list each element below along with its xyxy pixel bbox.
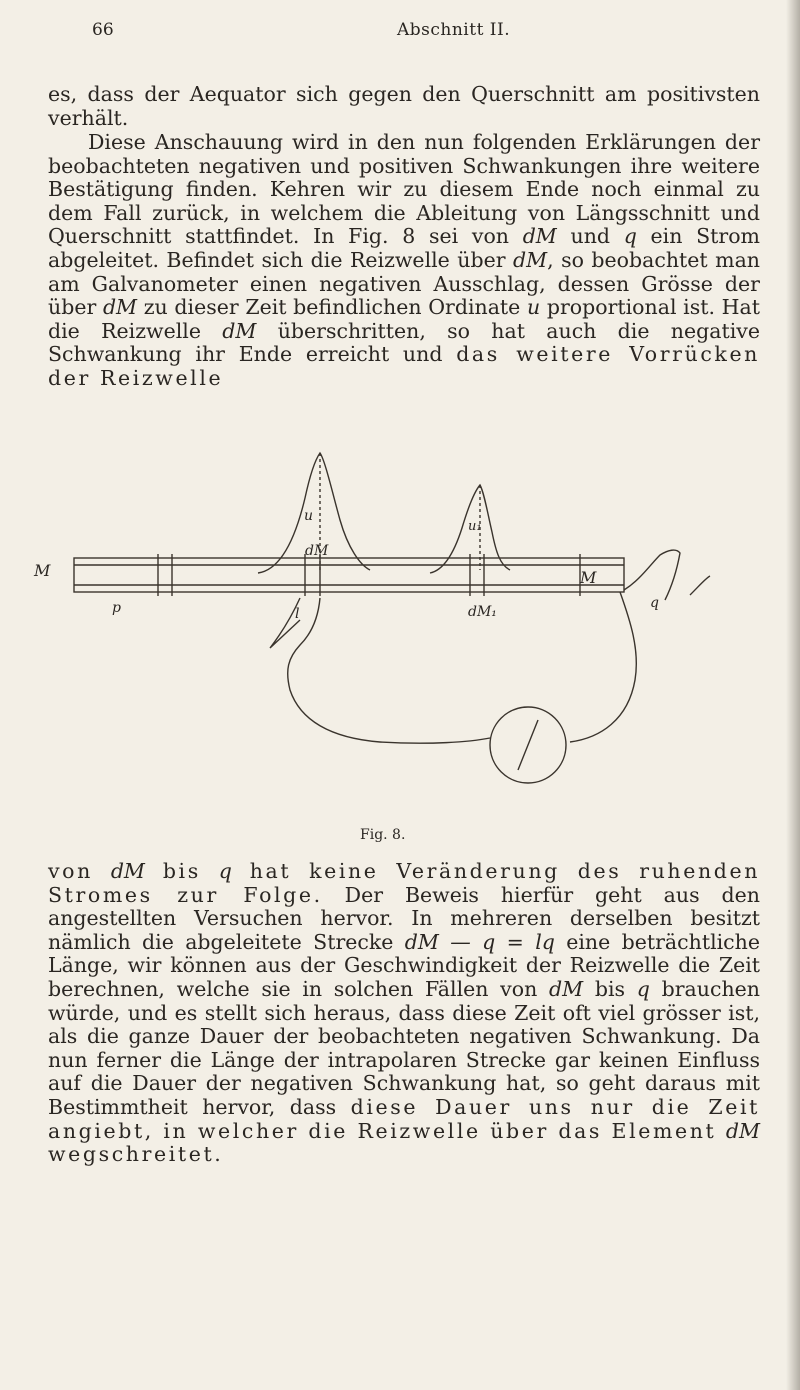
lead-wire-right <box>570 592 636 742</box>
p2-text-g: überschritten, so hat auch die negative Schwankung ihr Ende erreicht und <box>48 318 760 367</box>
p3-text-b: eine beträchtliche Länge, wir können aus der Geschwindigkeit der Reizwelle die Zeit berechnen, welche sie in solchen Fällen von <box>48 929 761 1001</box>
p2-text-e: zu dieser Zeit befindlichen Ordinate <box>137 295 527 320</box>
p2-text-a: Diese Anschauung wird in den nun folgenden Erklärungen der beobachteten negativen und positiven Schwankungen ihre weitere Bestätigung finden. Kehren wir zu diesem Ende noch einmal zu dem Fall zurück, in welchem die Ableitung von Längsschnitt und Querschnitt stattfindet. In Fig. 8 sei von <box>48 130 760 249</box>
label-u1-right: u₁ <box>468 519 482 534</box>
label-p: p <box>112 600 121 616</box>
label-u-left: u <box>304 508 314 524</box>
formula-dM-q-lq: dM — q = lq <box>404 929 555 954</box>
paragraph-3-text <box>48 860 760 1167</box>
p2-text-f: proportional ist. Hat die Reizwelle <box>48 295 761 343</box>
symbol-dM: dM <box>522 224 557 249</box>
p3-spaced-c: hat keine Veränderung des ruhenden Stromes zur Folge. <box>48 859 761 907</box>
symbol-q: q <box>623 224 637 249</box>
label-q: q <box>650 595 659 611</box>
paragraph-2 <box>48 131 760 391</box>
figure-8 <box>0 420 800 860</box>
label-dM-top: dM <box>305 543 329 559</box>
p3-text-c: bis <box>583 976 637 1001</box>
p2-text-b: und <box>556 224 624 249</box>
symbol-dM: dM <box>549 976 584 1001</box>
p3-spaced-d: diese Dauer uns nur die Zeit angiebt, in welcher die Reizwelle über das Element <box>48 1094 761 1143</box>
galvanometer-needle <box>518 720 538 770</box>
paragraph-1 <box>48 83 760 130</box>
label-M-left: M <box>34 561 51 580</box>
p2-text-c: ein Strom abgeleitet. Befindet sich die Reizwelle über <box>48 224 761 272</box>
symbol-q: q <box>218 859 232 883</box>
p3-spaced-b: bis <box>144 859 219 883</box>
paragraph-1-text: es, dass der Aequator sich gegen den Querschnitt am positivsten verhält. <box>48 82 760 130</box>
page-number: 66 <box>92 20 114 40</box>
p2-spaced-text: das weitere Vorrücken der Reizwelle <box>48 342 760 390</box>
p3-text-d: brauchen würde, und es stellt sich heraus, dass diese Zeit oft viel grösser ist, als die ganze Dauer der beobachteten negativen Schwankung. Da nun ferner die Länge der intrapolaren Strecke gar keinen Einfluss auf die Dauer der negativen Schwankung hat, so geht daraus mit Bestimmtheit hervor, dass <box>48 976 761 1119</box>
label-dM1: dM₁ <box>468 604 497 620</box>
symbol-dM: dM <box>725 1118 760 1143</box>
page-header <box>92 20 760 50</box>
p2-text-d: , so beobachtet man am Galvanometer einen negativen Ausschlag, dessen Grösse der über <box>48 247 760 320</box>
p3-spaced-e: wegschreitet. <box>48 1142 224 1167</box>
p3-spaced-a: von <box>48 859 111 883</box>
symbol-dM: dM <box>513 247 548 272</box>
tendon-end <box>690 576 710 595</box>
symbol-q: q <box>636 976 650 1001</box>
tendon-q <box>624 550 680 600</box>
symbol-dM: dM <box>102 295 138 320</box>
running-head: Abschnitt II. <box>397 20 511 40</box>
figure-8-diagram <box>0 420 800 860</box>
symbol-dM: dM <box>222 318 257 343</box>
label-M-right: M <box>580 568 597 587</box>
p3-text-a: Der Beweis hierfür geht aus den angestellten Versuchen hervor. In mehreren derselben besitzt nämlich die abgeleitete Strecke <box>48 882 760 954</box>
muscle-outline <box>74 558 624 592</box>
label-l: l <box>295 606 300 622</box>
symbol-dM: dM <box>110 859 145 883</box>
lead-wire-left <box>288 598 490 743</box>
paragraph-2-text <box>48 131 760 391</box>
symbol-u: u <box>526 295 541 320</box>
figure-caption: Fig. 8. <box>360 827 406 843</box>
paragraph-3 <box>48 860 760 1167</box>
